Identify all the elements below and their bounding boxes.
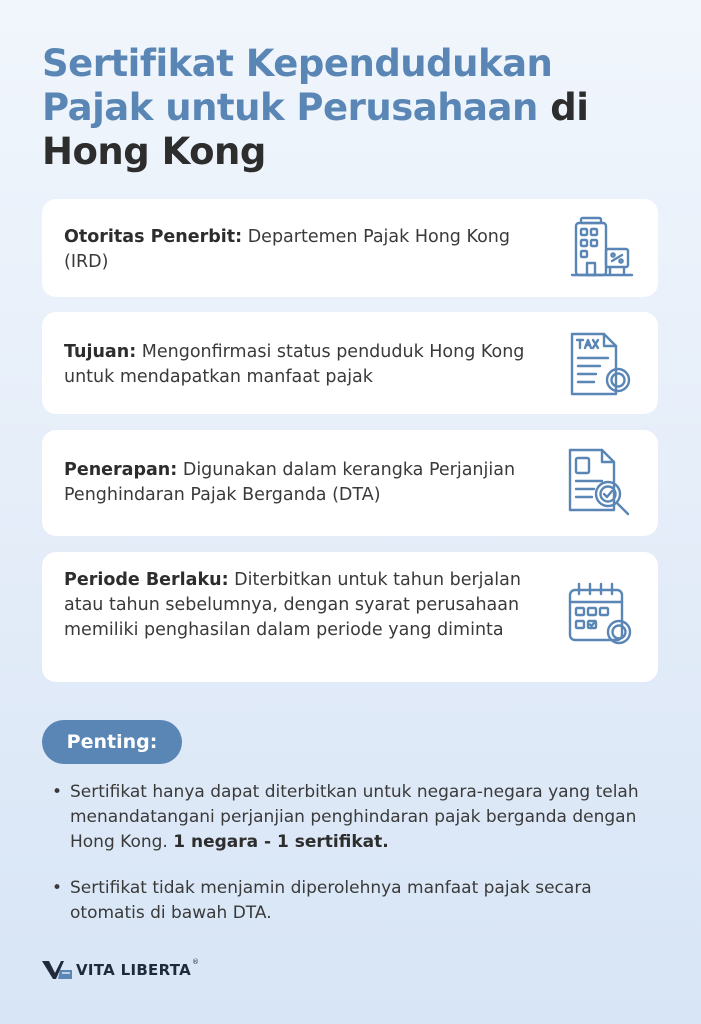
- page-title-rest: di Hong Kong: [42, 86, 589, 173]
- page-title: [42, 42, 672, 174]
- list-item: [46, 780, 666, 856]
- info-card-purpose: [42, 312, 658, 414]
- info-card-value: Departemen Pajak Hong Kong (IRD): [64, 227, 510, 272]
- info-card-label: Tujuan:: [64, 342, 137, 362]
- brand-name: VITA LIBERTA: [76, 961, 192, 979]
- list-item-body: Sertifikat tidak menjamin diperolehnya manfaat pajak secara otomatis di bawah DTA.: [70, 878, 592, 923]
- info-card-value: Diterbitkan untuk tahun berjalan atau tahun sebelumnya, dengan syarat perusahaan memiliki penghasilan dalam periode yang diminta: [64, 570, 521, 640]
- info-card-text: [64, 340, 558, 390]
- tax-document-icon: [564, 328, 638, 402]
- document-search-icon: [564, 446, 638, 520]
- registered-mark: ®: [192, 958, 199, 966]
- info-card-value: Digunakan dalam kerangka Perjanjian Penghindaran Pajak Berganda (DTA): [64, 460, 516, 505]
- info-card-value: Mengonfirmasi status penduduk Hong Kong untuk mendapatkan manfaat pajak: [64, 342, 525, 387]
- vita-liberta-logo-icon: [42, 958, 72, 982]
- info-card-validity: [42, 552, 658, 682]
- info-card-text: [64, 568, 558, 643]
- info-card-label: Periode Berlaku:: [64, 570, 229, 590]
- calendar-icon: [564, 578, 638, 652]
- info-card-text: [64, 458, 558, 508]
- info-card-text: [64, 225, 558, 275]
- info-card-application: [42, 430, 658, 536]
- list-item-text: [70, 780, 666, 855]
- list-item: [46, 876, 666, 928]
- page-title-highlight: Sertifikat Kependudukan Pajak untuk Perusahaan: [42, 42, 553, 129]
- info-card-label: Penerapan:: [64, 460, 178, 480]
- info-card-issuer: [42, 199, 658, 297]
- bullet-dot: •: [52, 878, 63, 898]
- building-tax-icon: [566, 213, 640, 287]
- list-item-emphasis: 1 negara - 1 sertifikat.: [173, 832, 389, 852]
- brand-logo: [42, 958, 262, 984]
- list-item-body: Sertifikat hanya dapat diterbitkan untuk negara-negara yang telah menandatangani perjanjian penghindaran pajak berganda dengan Hong Kong.: [70, 782, 639, 852]
- important-badge: Penting:: [42, 720, 182, 764]
- list-item-text: [70, 876, 666, 926]
- info-card-label: Otoritas Penerbit:: [64, 227, 243, 247]
- bullet-dot: •: [52, 782, 63, 802]
